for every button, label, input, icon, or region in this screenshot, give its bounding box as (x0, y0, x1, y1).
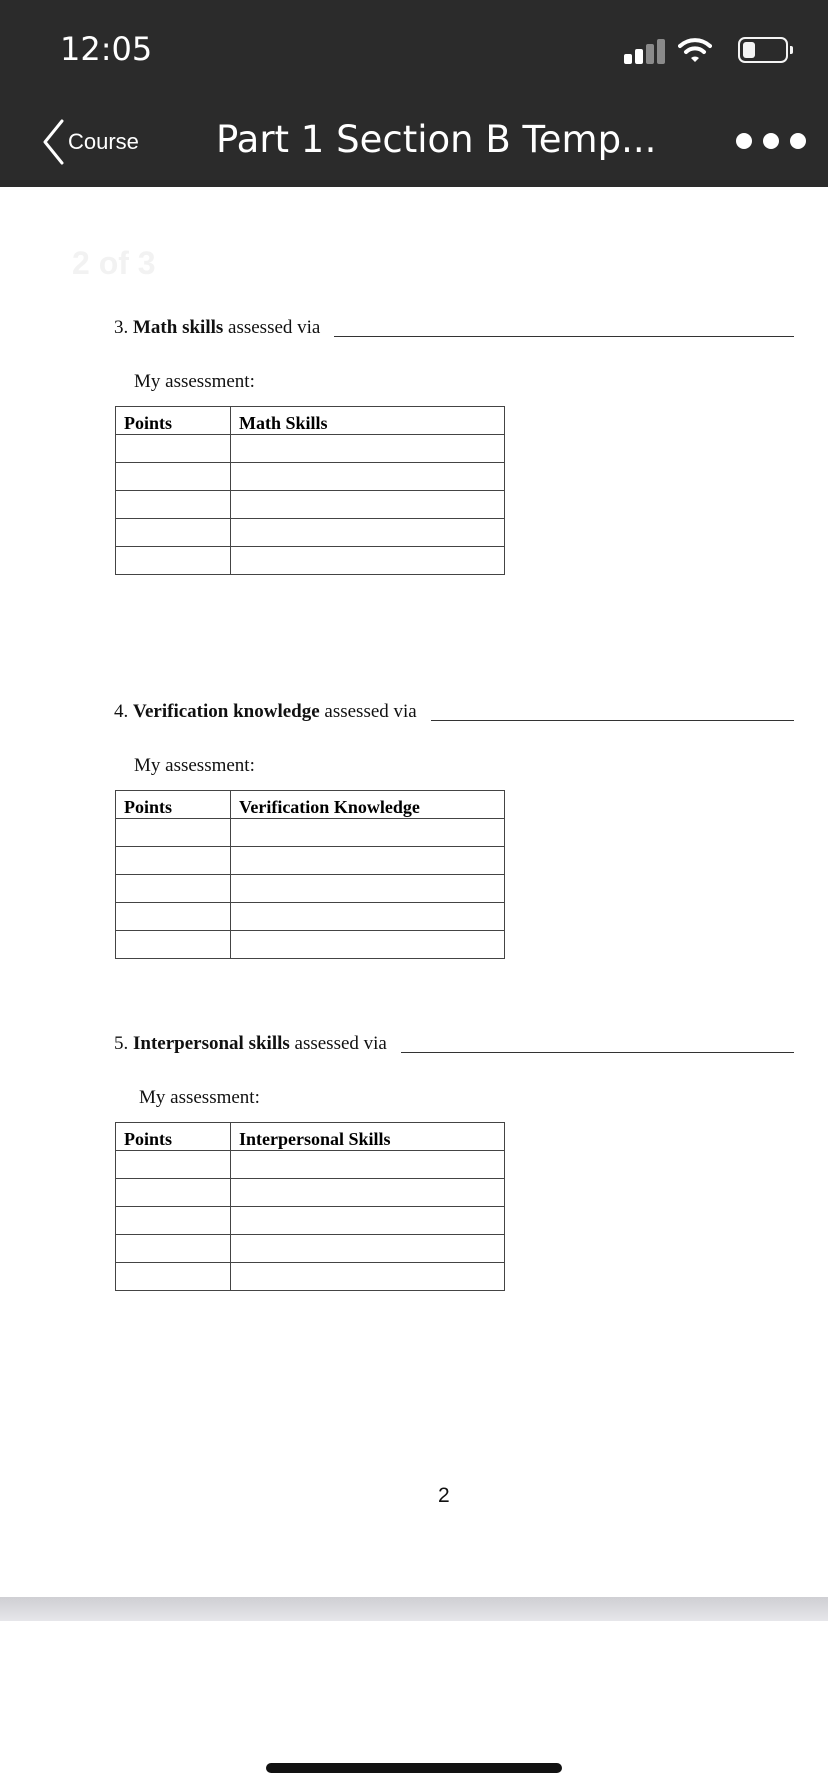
question-number: 5. (114, 1033, 129, 1054)
table-row (116, 547, 505, 575)
page-indicator: 2 of 3 (72, 245, 156, 281)
table-row (116, 1151, 505, 1179)
table-header-row (116, 1123, 505, 1151)
page-title: Part 1 Section B Temp... (216, 118, 657, 161)
question-line-4 (114, 701, 794, 723)
assessment-label: My assessment: (134, 371, 255, 392)
table-row (116, 875, 505, 903)
column-header: Math Skills (231, 407, 505, 435)
table-header-row (116, 791, 505, 819)
column-header: Verification Knowledge (231, 791, 505, 819)
column-header: Points (116, 791, 231, 819)
question-line-5 (114, 1033, 794, 1055)
table-header-row (116, 407, 505, 435)
more-options-button[interactable] (736, 126, 806, 156)
page-number: 2 (438, 1484, 450, 1507)
question-number: 3. (114, 317, 129, 338)
back-label: Course (68, 129, 139, 154)
table-row (116, 491, 505, 519)
chevron-left-icon (40, 117, 66, 167)
table-row (116, 1235, 505, 1263)
cellular-signal-icon (624, 38, 666, 64)
table-row (116, 1263, 505, 1291)
question-suffix: assessed via (228, 317, 321, 338)
interpersonal-skills-table (115, 1122, 505, 1291)
more-dots-icon (736, 133, 752, 149)
assessment-label: My assessment: (139, 1087, 260, 1108)
question-topic: Interpersonal skills (133, 1033, 290, 1054)
table-row (116, 819, 505, 847)
question-number: 4. (114, 701, 129, 722)
table-row (116, 903, 505, 931)
wifi-icon (678, 36, 712, 64)
question-topic: Math skills (133, 317, 224, 338)
document-page[interactable] (0, 187, 828, 1597)
table-row (116, 847, 505, 875)
question-suffix: assessed via (324, 701, 417, 722)
top-bar (0, 0, 828, 187)
assessment-label: My assessment: (134, 755, 255, 776)
column-header: Points (116, 1123, 231, 1151)
question-topic: Verification knowledge (133, 701, 320, 722)
question-line-3 (114, 317, 794, 339)
answer-blank (334, 335, 794, 337)
answer-blank (431, 719, 794, 721)
column-header: Interpersonal Skills (231, 1123, 505, 1151)
table-row (116, 1207, 505, 1235)
column-header: Points (116, 407, 231, 435)
verification-knowledge-table (115, 790, 505, 959)
table-row (116, 519, 505, 547)
table-row (116, 1179, 505, 1207)
table-row (116, 931, 505, 959)
status-time: 12:05 (60, 30, 153, 68)
question-suffix: assessed via (294, 1033, 387, 1054)
status-icons (592, 36, 792, 64)
table-row (116, 435, 505, 463)
battery-icon (738, 37, 788, 63)
answer-blank (401, 1051, 794, 1053)
math-skills-table (115, 406, 505, 575)
page-separator (0, 1597, 828, 1621)
table-row (116, 463, 505, 491)
back-button[interactable] (40, 114, 150, 170)
home-indicator[interactable] (266, 1763, 562, 1773)
